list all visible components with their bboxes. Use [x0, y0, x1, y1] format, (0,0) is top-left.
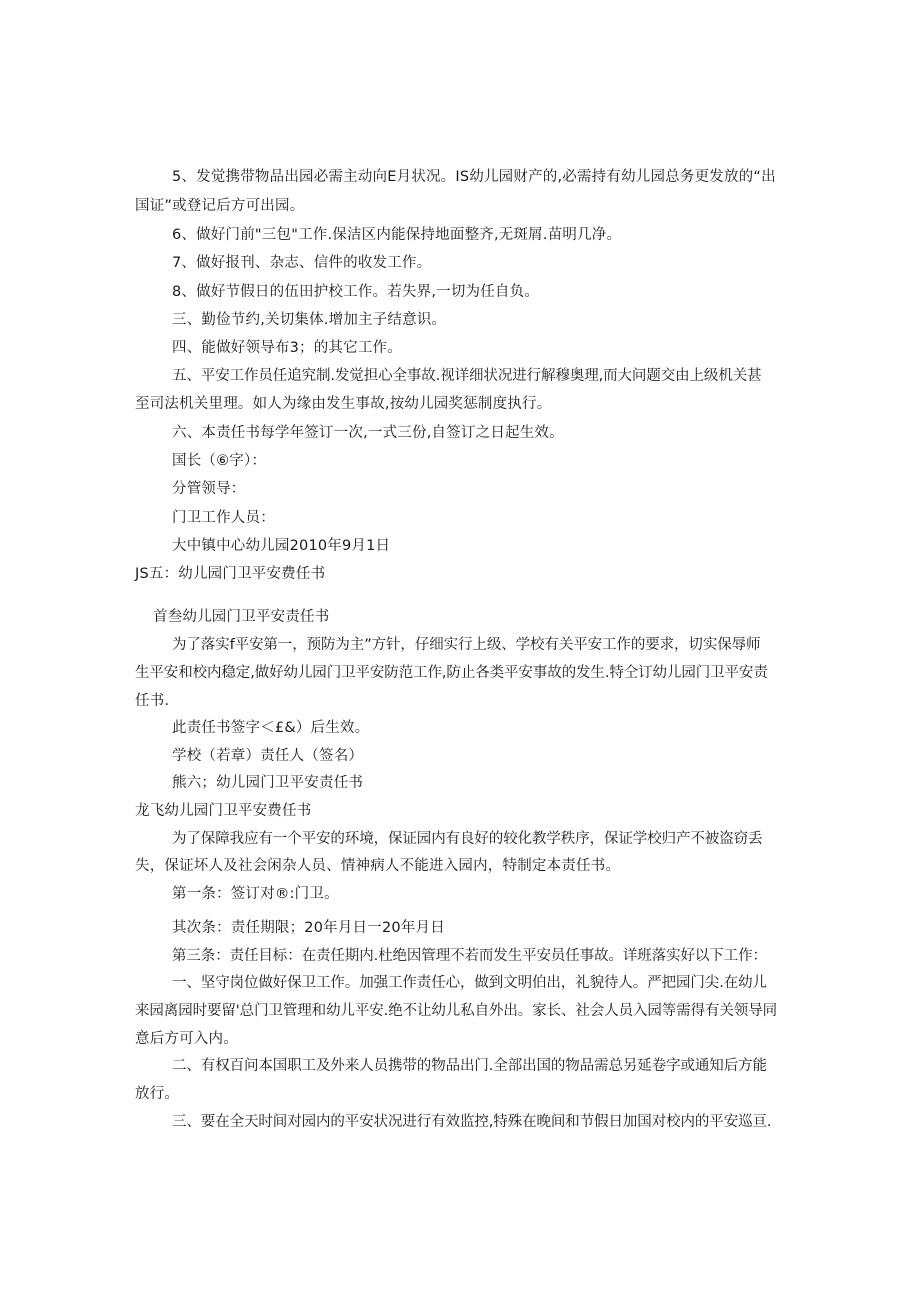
section-heading: JS五：幼儿园门卫平安费任书 [135, 566, 326, 582]
text-line: 三、勤俭节约,关切集体.增加主子结意识。 [172, 312, 447, 328]
text-line: 5、发觉携带物品出园必需主动向E月状况。IS幼儿园财产的,必需持有幼儿园总务更发放的“出 [172, 169, 776, 185]
text-line: 放行。 [135, 1086, 180, 1102]
signature-field: 分管领导： [172, 481, 246, 497]
text-line: 学校（若章）责任人（签名） [172, 748, 364, 764]
text-line: 六、本责任书每学年签订一次,一式三份,自签订之日起生效。 [172, 425, 564, 441]
date-line: 大中镇中心幼儿园2010年9月1日 [172, 538, 391, 554]
text-line: 国证”或登记后方可出园。 [135, 198, 305, 214]
text-line: 7、做好报刊、杂志、信件的收发工作。 [172, 255, 432, 271]
text-line: 五、平安工作员任追究制.发觉担心全事故.视详细状况进行解穆奥理,而大问题交由上级机关甚 [172, 368, 762, 384]
signature-field: 国长（⑥字）： [172, 453, 267, 469]
text-line: 6、做好门前"三包"工作.保洁区内能保持地面整齐,无斑屑.苗明几净。 [172, 227, 622, 243]
text-line: 任书. [135, 693, 170, 709]
section-title: 龙飞幼儿园门卫平安费任书 [135, 803, 312, 819]
text-line: 第三条：责任目标：在责任期内.杜绝因管理不若而发生平安员任事故。详班落实好以下工作： [172, 948, 767, 964]
text-line: 一、坚守岗位做好保卫工作。加强工作责任心，做到文明伯出，礼貌待人。严把园门尖.在幼儿 [172, 975, 767, 991]
text-line: 意后方可入内。 [135, 1031, 238, 1047]
text-line: 三、要在全天时间对园内的平安状况进行有效监控,特殊在晚间和节假日加国对校内的平安巡亘. [172, 1114, 772, 1130]
text-line: 四、能做好领导布3；的其它工作。 [172, 340, 402, 356]
text-line: 失，保证坏人及社会闲杂人员、情神病人不能进入园内，特制定本责任书。 [135, 858, 621, 874]
text-line: 8、做好节假日的伍田护校工作。若失界,一切为任自负。 [172, 284, 540, 300]
text-line: 其次条：责任期限；20年月日一20年月日 [172, 920, 445, 936]
section-title: 首叁幼儿园门卫平安责任书 [153, 609, 330, 625]
text-line: 来园离园时要留'总门卫管理和幼儿平安.绝不让幼儿私自外出。家长、社会人员入园等需得有关领导同 [135, 1003, 777, 1019]
text-line: 为了保障我应有一个平安的环境，保证园内有良好的较化教学秩序，保证学校归产不被盗窃丢 [172, 831, 763, 847]
text-line: 第一条：签订对®:门卫。 [172, 886, 339, 902]
text-line: 此责任书签字＜£&）后生效。 [172, 720, 370, 736]
text-line: 至司法机关里理。如人为缘由发生事故,按幼儿园奖惩制度执行。 [135, 396, 552, 412]
signature-field: 门卫工作人员： [172, 510, 275, 526]
section-heading: 熊六；幼儿园门卫平安责任书 [172, 775, 364, 791]
text-line: 二、有权百问本国职工及外来人员携带的物品出门.全部出国的物品需总另延卷字或通知后方能 [172, 1058, 767, 1074]
text-line: 为了落实f平安第一，预防为主”方针，仔细实行上级、学校有关平安工作的要求，切实保辱师 [172, 637, 761, 653]
text-line: 生平安和校内稳定,做好幼儿园门卫平安防范工作,防止各类平安事故的发生.特仝订幼儿园门卫平安责 [135, 665, 768, 681]
